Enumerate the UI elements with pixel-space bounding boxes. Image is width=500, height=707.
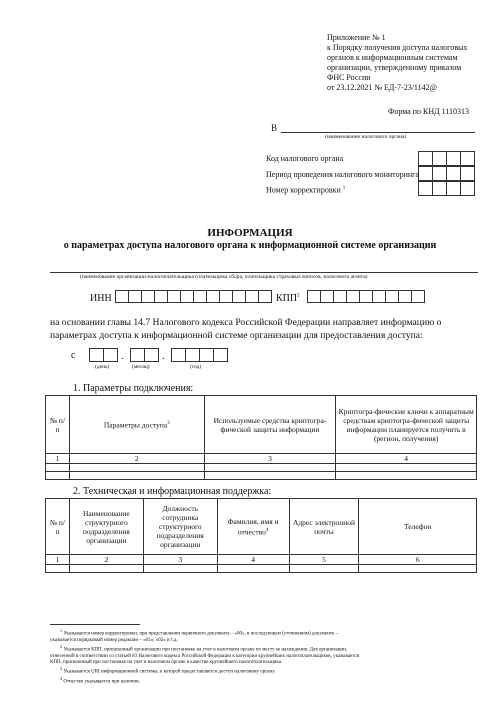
inn-boxes[interactable] — [115, 290, 271, 303]
date-from-label: с — [71, 350, 76, 361]
footnote-item — [50, 644, 478, 654]
kpp-label-wrap — [276, 293, 300, 304]
table-row[interactable] — [46, 464, 477, 472]
header-cell: № п/п — [46, 499, 70, 555]
number-cell: 6 — [359, 555, 477, 565]
table-number-row — [46, 555, 477, 565]
appendix-line: Приложение № 1 — [327, 33, 386, 42]
recipient-prefix: В — [271, 123, 278, 133]
table-row[interactable] — [46, 565, 477, 573]
table-row[interactable] — [46, 472, 477, 480]
organization-line[interactable] — [50, 262, 478, 273]
kpp-boxes[interactable] — [307, 290, 424, 303]
header-cell: Наименование структурного подразделения организации — [69, 499, 143, 555]
correction-number-label — [266, 184, 345, 196]
table-header-row — [46, 396, 477, 454]
number-cell: 2 — [69, 454, 204, 464]
footnote-item — [50, 666, 478, 676]
year-boxes[interactable] — [171, 348, 227, 362]
number-cell: 2 — [69, 555, 143, 565]
appendix-line: ФНС России — [327, 73, 371, 82]
date-separator: . — [162, 351, 165, 362]
header-cell-text: Параметры доступа — [103, 420, 168, 430]
footnote-ref: 2 — [297, 293, 300, 299]
footnote-mark: 1 — [60, 628, 63, 633]
appendix-line: от 23.12.2021 № ЕД-7-23/1142@ — [327, 83, 437, 92]
footnote-item — [50, 676, 478, 686]
organization-caption: (наименование организации-налогоплательщика (плательщика сбора, плательщика страховых взносов, налогового агента) — [80, 274, 368, 280]
appendix-line: органов к информационным системам — [327, 53, 458, 62]
footnote-mark: 4 — [60, 676, 63, 682]
number-cell: 4 — [336, 454, 477, 464]
footnote-mark: 2 — [60, 644, 63, 650]
footnote-text: Указывается URI информационной системы, к которой предоставляется доступ налоговому органу. — [63, 669, 276, 675]
recipient-caption: (наименование налогового органа) — [325, 134, 407, 140]
day-boxes[interactable] — [89, 348, 117, 362]
header-cell: Используемые средства криптогра-фической защиты информации — [204, 396, 336, 454]
footnote-item — [50, 628, 478, 638]
table-number-row — [46, 454, 477, 464]
correction-number-boxes[interactable] — [418, 181, 474, 196]
footnote-item: отнесенной в соответствии со статьей 83 Налогового кодекса Российской Федерации к категории крупнейших налогоплательщиков, указывается — [50, 653, 360, 659]
number-cell: 1 — [46, 454, 70, 464]
section2-heading: 2. Техническая и информационная поддержка: — [73, 486, 272, 497]
appendix-line: к Порядку получения доступа налоговых — [327, 43, 468, 52]
number-cell: 3 — [204, 454, 336, 464]
recipient-line[interactable] — [281, 122, 475, 133]
monitoring-period-boxes[interactable] — [418, 166, 474, 181]
tax-authority-code-boxes[interactable] — [418, 151, 474, 166]
number-cell: 4 — [217, 555, 289, 565]
support-table — [45, 498, 477, 573]
document-title: ИНФОРМАЦИЯ — [207, 227, 293, 239]
document-subtitle: о параметрах доступа налогового органа к информационной системе организации — [63, 240, 437, 251]
inn-label: ИНН — [90, 293, 112, 304]
year-caption: (год) — [190, 364, 202, 370]
footnote-item: указывается порядковый номер редакции – «01», «02» и т.д. — [50, 637, 178, 643]
basis-text-line: параметрах доступа к информационной системе организации для предоставления доступа: — [50, 330, 423, 341]
table-header-row — [46, 499, 477, 555]
footnote-text: Указывается КПП, присвоенный организации при постановке на учет в налоговом органе по месту ее нахождения. Для организации, — [63, 647, 347, 653]
footnote-item: КПП, присвоенный при постановке на учет в налоговом органе в качестве крупнейшего налогоплательщика. — [50, 660, 283, 666]
monitoring-period-label: Период проведения налогового мониторинга — [266, 170, 419, 179]
section1-heading: 1. Параметры подключения: — [73, 383, 194, 394]
date-separator: . — [121, 351, 124, 362]
appendix-line: организации, утвержденному приказом — [327, 63, 462, 72]
footnote-ref: 3 — [167, 421, 170, 427]
basis-text-line: на основании главы 14.7 Налогового кодекса Российской Федерации направляет информацию о — [50, 317, 442, 328]
header-cell: Криптогра-фические ключи к аппаратным средствам криптогра-фической защиты информации планируется получить в (регион, получения) — [336, 396, 477, 454]
header-cell-text: Фамилия, имя и отчество — [227, 516, 279, 537]
kpp-label: КПП — [276, 293, 298, 304]
connection-params-table — [45, 395, 477, 480]
number-cell: 5 — [289, 555, 359, 565]
header-cell: № п/п — [46, 396, 70, 454]
header-cell — [217, 499, 289, 555]
form-code: Форма по КНД 1110313 — [388, 107, 470, 116]
header-cell: Адрес электронной почты — [289, 499, 359, 555]
footnote-text: Указывается номер корректировки, при представлении первичного документа – «00», в последующем (уточненном) документе – — [63, 631, 338, 637]
footnotes — [50, 628, 478, 686]
appendix-block — [327, 33, 497, 93]
footnote-mark: 3 — [60, 666, 63, 672]
number-cell: 3 — [143, 555, 217, 565]
day-caption: (день) — [95, 364, 110, 370]
header-cell — [69, 396, 204, 454]
footnote-ref: 1 — [342, 186, 346, 191]
correction-label-text: Номер корректировки — [266, 185, 341, 195]
footnote-ref: 4 — [265, 527, 269, 533]
header-cell: Телефон — [359, 499, 477, 555]
footnote-divider — [50, 624, 140, 625]
footnote-text: Отчество указывается при наличии. — [63, 679, 140, 685]
header-cell: Должность сотрудника структурного подразделения организации — [143, 499, 217, 555]
tax-authority-code-label: Код налогового органа — [266, 154, 344, 163]
number-cell: 1 — [46, 555, 70, 565]
month-caption: (месяц) — [132, 364, 150, 370]
month-boxes[interactable] — [130, 348, 158, 362]
